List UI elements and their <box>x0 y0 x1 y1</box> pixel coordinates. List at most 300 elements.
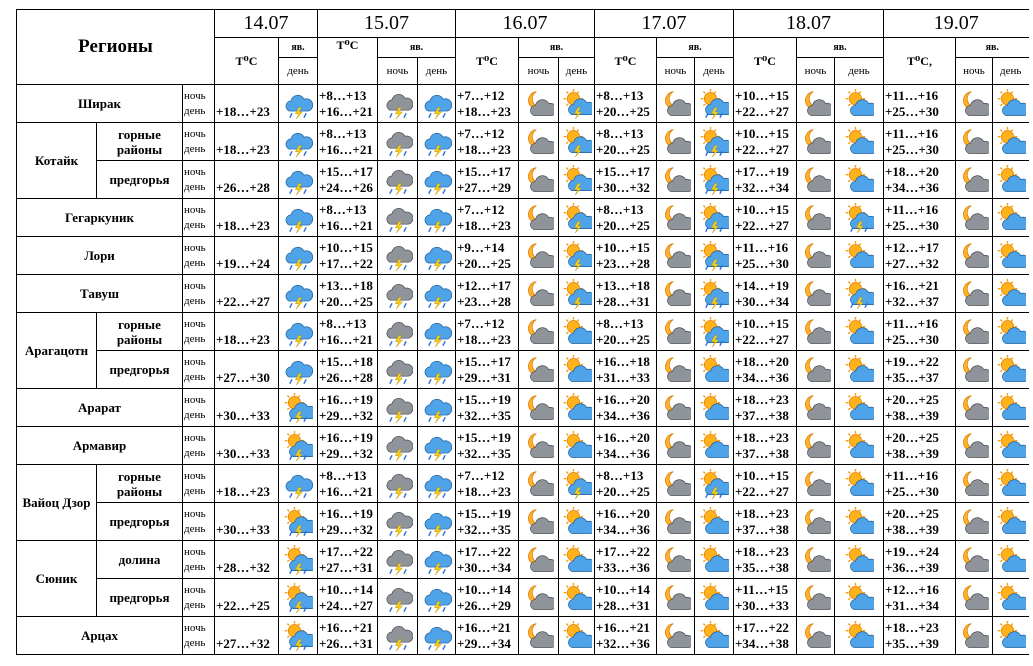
night-temperature: +14…+19 <box>735 277 789 293</box>
weather-icon-cell <box>835 503 884 541</box>
weather-icon-cell <box>559 617 595 655</box>
weather-icon-cell <box>418 351 456 389</box>
thunderstorm-night-icon <box>383 201 413 235</box>
night-temperature: +15…+19 <box>457 505 511 521</box>
weather-icon-cell <box>956 579 993 617</box>
moon-cloud-icon <box>801 429 831 463</box>
weather-icon-cell <box>378 427 418 465</box>
night-temperature: +8…+13 <box>319 201 367 217</box>
region-row <box>17 617 1029 655</box>
rain-cloud-icon <box>283 163 313 197</box>
moon-cloud-icon <box>661 277 691 311</box>
weather-icon-cell <box>956 503 993 541</box>
weather-icon-cell <box>279 313 318 351</box>
moon-cloud-icon <box>959 315 989 349</box>
night-label: ночь <box>184 545 206 558</box>
rain-cloud-icon <box>283 277 313 311</box>
weather-icon-cell <box>695 123 734 161</box>
weather-icon-cell <box>559 541 595 579</box>
weather-icon-cell <box>657 161 695 199</box>
day-label: день <box>184 408 206 421</box>
weather-icon-cell <box>657 85 695 123</box>
weather-icon-cell <box>378 503 418 541</box>
moon-cloud-icon <box>959 619 989 653</box>
weather-icon-cell <box>559 465 595 503</box>
partly-sunny-icon <box>996 239 1026 273</box>
day-temperature: +20…+25 <box>596 331 650 347</box>
partly-sunny-icon <box>844 581 874 615</box>
weather-icon-cell <box>519 503 559 541</box>
temperature-cell <box>595 237 657 275</box>
day-temperature: +37…+38 <box>735 407 789 423</box>
partly-sunny-rain-icon <box>699 201 729 235</box>
temperature-cell <box>456 237 519 275</box>
moon-cloud-icon <box>959 467 989 501</box>
partly-sunny-icon <box>996 315 1026 349</box>
day-night-label <box>183 389 215 427</box>
temperature-cell <box>884 123 956 161</box>
day-label: день <box>184 332 206 345</box>
region-row <box>17 579 1029 617</box>
rain-cloud-icon <box>283 467 313 501</box>
weather-icon-cell <box>993 579 1029 617</box>
night-temperature: +8…+13 <box>319 125 367 141</box>
weather-icon-cell <box>559 389 595 427</box>
weather-icon-cell <box>378 541 418 579</box>
temperature-cell <box>884 541 956 579</box>
temperature-cell <box>595 617 657 655</box>
night-temperature: +7…+12 <box>457 201 505 217</box>
partly-sunny-rain-icon <box>699 467 729 501</box>
weather-icon-cell <box>418 541 456 579</box>
thunderstorm-icon <box>422 163 452 197</box>
thunderstorm-icon <box>422 315 452 349</box>
day-temperature: +34…+38 <box>735 635 789 651</box>
weather-icon-cell <box>797 123 835 161</box>
night-temperature: +16…+20 <box>596 391 650 407</box>
temperature-cell <box>456 465 519 503</box>
weather-icon-cell <box>279 85 318 123</box>
temperature-cell <box>595 541 657 579</box>
weather-icon-cell <box>695 389 734 427</box>
night-temperature: +15…+17 <box>596 163 650 179</box>
weather-icon-cell <box>559 503 595 541</box>
weather-icon-cell <box>835 313 884 351</box>
night-temperature: +16…+19 <box>319 391 373 407</box>
weather-icon-cell <box>519 123 559 161</box>
temperature-cell <box>734 503 797 541</box>
weather-icon-cell <box>956 237 993 275</box>
weather-icon-cell <box>519 199 559 237</box>
day-temperature: +22…+25 <box>216 597 270 613</box>
temperature-cell <box>734 313 797 351</box>
night-temperature: +20…+25 <box>885 391 939 407</box>
day-label: день <box>184 598 206 611</box>
temperature-cell <box>318 313 378 351</box>
partly-sunny-icon <box>996 391 1026 425</box>
weather-icon-cell <box>519 351 559 389</box>
weather-icon-cell <box>695 199 734 237</box>
temperature-cell <box>318 123 378 161</box>
weather-icon-cell <box>418 389 456 427</box>
day-night-label <box>183 275 215 313</box>
moon-cloud-icon <box>959 239 989 273</box>
temperature-cell <box>884 465 956 503</box>
night-temperature: +16…+21 <box>596 619 650 635</box>
partly-sunny-icon <box>562 581 592 615</box>
weather-icon-cell <box>378 351 418 389</box>
weather-icon-cell <box>559 275 595 313</box>
weather-icon-cell <box>797 541 835 579</box>
region-name: Лори <box>17 237 183 275</box>
night-temperature: +16…+20 <box>596 429 650 445</box>
day-temperature: +34…+36 <box>596 407 650 423</box>
temp-header: T⁰C, <box>884 38 956 85</box>
night-temperature: +18…+23 <box>735 391 789 407</box>
weather-icon-cell <box>378 237 418 275</box>
day-label: день <box>184 560 206 573</box>
thunderstorm-night-icon <box>383 353 413 387</box>
day-temperature: +30…+32 <box>596 179 650 195</box>
moon-cloud-icon <box>661 543 691 577</box>
weather-icon-cell <box>835 161 884 199</box>
weather-icon-cell <box>559 427 595 465</box>
weather-icon-cell <box>956 313 993 351</box>
night-temperature: +10…+14 <box>596 581 650 597</box>
weather-icon-cell <box>835 465 884 503</box>
date-header: 18.07 <box>734 10 884 38</box>
temperature-cell <box>456 161 519 199</box>
day-temperature: +35…+37 <box>885 369 939 385</box>
night-label: ночь <box>184 317 206 330</box>
subregion-name: горные районы <box>97 123 183 161</box>
day-temperature: +25…+30 <box>885 103 939 119</box>
weather-icon-cell <box>559 85 595 123</box>
moon-cloud-icon <box>524 429 554 463</box>
night-header: ночь <box>956 58 993 85</box>
partly-sunny-rain-icon <box>283 543 313 577</box>
weather-icon-cell <box>956 85 993 123</box>
moon-cloud-icon <box>801 581 831 615</box>
weather-icon-cell <box>695 237 734 275</box>
thunderstorm-night-icon <box>383 543 413 577</box>
day-temperature: +27…+29 <box>457 179 511 195</box>
region-row <box>17 85 1029 123</box>
weather-icon-cell <box>657 275 695 313</box>
moon-cloud-icon <box>801 315 831 349</box>
day-temperature: +37…+38 <box>735 445 789 461</box>
thunderstorm-icon <box>422 277 452 311</box>
moon-cloud-icon <box>524 201 554 235</box>
night-label: ночь <box>184 203 206 216</box>
weather-icon-cell <box>956 351 993 389</box>
temperature-cell <box>318 503 378 541</box>
partly-sunny-icon <box>844 315 874 349</box>
moon-cloud-icon <box>661 163 691 197</box>
partly-sunny-icon <box>844 87 874 121</box>
temperature-cell <box>884 161 956 199</box>
moon-cloud-icon <box>524 87 554 121</box>
day-temperature: +16…+21 <box>319 141 373 157</box>
moon-cloud-icon <box>661 619 691 653</box>
weather-icon-cell <box>993 237 1029 275</box>
weather-icon-cell <box>993 389 1029 427</box>
night-temperature: +19…+22 <box>885 353 939 369</box>
weather-icon-cell <box>657 465 695 503</box>
night-temperature: +7…+12 <box>457 87 505 103</box>
night-temperature: +16…+21 <box>885 277 939 293</box>
region-name: Котайк <box>17 123 97 199</box>
day-temperature: +29…+32 <box>319 445 373 461</box>
weather-icon-cell <box>657 617 695 655</box>
partly-sunny-icon <box>844 505 874 539</box>
weather-icon-cell <box>835 389 884 427</box>
day-header: день <box>418 58 456 85</box>
day-temperature: +18…+23 <box>216 103 270 119</box>
partly-sunny-icon <box>996 163 1026 197</box>
moon-cloud-icon <box>959 277 989 311</box>
weather-icon-cell <box>835 275 884 313</box>
thunderstorm-night-icon <box>383 277 413 311</box>
moon-cloud-icon <box>801 505 831 539</box>
day-temperature: +28…+32 <box>216 559 270 575</box>
moon-cloud-icon <box>801 353 831 387</box>
day-temperature: +27…+32 <box>885 255 939 271</box>
date-header: 19.07 <box>884 10 1029 38</box>
day-temperature: +18…+23 <box>457 103 511 119</box>
partly-sunny-rain-icon <box>283 619 313 653</box>
thunderstorm-icon <box>422 543 452 577</box>
weather-icon-cell <box>378 161 418 199</box>
spacer-temperature <box>216 202 278 218</box>
weather-icon-cell <box>418 617 456 655</box>
day-temperature: +22…+27 <box>735 331 789 347</box>
day-temperature: +22…+27 <box>735 217 789 233</box>
spacer-temperature <box>216 506 278 522</box>
weather-icon-cell <box>418 161 456 199</box>
day-label: день <box>184 104 206 117</box>
temperature-cell <box>215 503 279 541</box>
partly-sunny-icon <box>996 201 1026 235</box>
weather-icon-cell <box>657 351 695 389</box>
temperature-cell <box>734 237 797 275</box>
temp-header: T⁰C <box>734 38 797 85</box>
day-temperature: +25…+30 <box>735 255 789 271</box>
day-temperature: +16…+21 <box>319 331 373 347</box>
night-temperature: +15…+17 <box>457 163 511 179</box>
region-name: Тавуш <box>17 275 183 313</box>
thunderstorm-icon <box>422 619 452 653</box>
day-temperature: +22…+27 <box>735 103 789 119</box>
thunderstorm-night-icon <box>383 391 413 425</box>
moon-cloud-icon <box>661 581 691 615</box>
moon-cloud-icon <box>661 353 691 387</box>
phenomenon-header: яв. <box>956 38 1029 58</box>
weather-icon-cell <box>279 199 318 237</box>
day-temperature: +34…+36 <box>735 369 789 385</box>
rain-cloud-icon <box>283 315 313 349</box>
night-temperature: +17…+22 <box>319 543 373 559</box>
thunder-sun-icon <box>562 277 592 311</box>
night-temperature: +15…+17 <box>457 353 511 369</box>
day-header: день <box>993 58 1029 85</box>
spacer-temperature <box>216 430 278 446</box>
weather-icon-cell <box>956 617 993 655</box>
weather-icon-cell <box>657 123 695 161</box>
weather-icon-cell <box>993 541 1029 579</box>
temperature-cell <box>456 503 519 541</box>
day-temperature: +30…+33 <box>735 597 789 613</box>
temperature-cell <box>456 427 519 465</box>
weather-icon-cell <box>993 351 1029 389</box>
thunder-sun-icon <box>562 163 592 197</box>
weather-icon-cell <box>657 313 695 351</box>
weather-icon-cell <box>519 313 559 351</box>
weather-icon-cell <box>835 427 884 465</box>
weather-icon-cell <box>519 617 559 655</box>
weather-icon-cell <box>797 503 835 541</box>
day-temperature: +18…+23 <box>457 141 511 157</box>
temperature-cell <box>456 199 519 237</box>
region-row <box>17 123 1029 161</box>
weather-icon-cell <box>993 199 1029 237</box>
temperature-cell <box>318 617 378 655</box>
night-temperature: +10…+15 <box>735 467 789 483</box>
night-label: ночь <box>184 583 206 596</box>
night-temperature: +11…+16 <box>885 467 939 483</box>
region-name: Арцах <box>17 617 183 655</box>
weather-icon-cell <box>797 275 835 313</box>
weather-icon-cell <box>378 465 418 503</box>
moon-cloud-icon <box>959 125 989 159</box>
moon-cloud-icon <box>524 315 554 349</box>
thunderstorm-icon <box>422 391 452 425</box>
weather-icon-cell <box>657 427 695 465</box>
partly-sunny-rain-icon <box>699 315 729 349</box>
moon-cloud-icon <box>524 619 554 653</box>
subregion-name: предгорья <box>97 161 183 199</box>
weather-icon-cell <box>695 617 734 655</box>
day-temperature: +20…+25 <box>596 141 650 157</box>
day-temperature: +22…+27 <box>735 483 789 499</box>
day-night-label <box>183 199 215 237</box>
night-temperature: +10…+14 <box>319 581 373 597</box>
day-temperature: +30…+33 <box>216 445 270 461</box>
weather-icon-cell <box>797 427 835 465</box>
weather-icon-cell <box>695 503 734 541</box>
night-temperature: +8…+13 <box>596 467 644 483</box>
day-night-label <box>183 617 215 655</box>
night-header: ночь <box>657 58 695 85</box>
weather-icon-cell <box>993 313 1029 351</box>
day-temperature: +29…+32 <box>319 521 373 537</box>
moon-cloud-icon <box>959 543 989 577</box>
temperature-cell <box>215 237 279 275</box>
thunderstorm-icon <box>422 467 452 501</box>
subregion-name: горные районы <box>97 313 183 351</box>
partly-sunny-icon <box>996 125 1026 159</box>
temperature-cell <box>595 313 657 351</box>
day-temperature: +24…+26 <box>319 179 373 195</box>
region-row <box>17 503 1029 541</box>
moon-cloud-icon <box>801 87 831 121</box>
weather-icon-cell <box>378 579 418 617</box>
day-temperature: +27…+31 <box>319 559 373 575</box>
temperature-cell <box>595 427 657 465</box>
temperature-cell <box>734 389 797 427</box>
moon-cloud-icon <box>801 619 831 653</box>
day-label: день <box>184 636 206 649</box>
night-temperature: +18…+23 <box>735 543 789 559</box>
day-temperature: +26…+29 <box>457 597 511 613</box>
temperature-cell <box>884 579 956 617</box>
temperature-cell <box>215 541 279 579</box>
region-row <box>17 275 1029 313</box>
temp-header: T⁰C <box>318 38 378 85</box>
weather-icon-cell <box>797 199 835 237</box>
moon-cloud-icon <box>661 429 691 463</box>
night-temperature: +18…+23 <box>735 505 789 521</box>
day-temperature: +20…+25 <box>596 103 650 119</box>
temperature-cell <box>595 161 657 199</box>
day-temperature: +20…+25 <box>319 293 373 309</box>
weather-icon-cell <box>378 123 418 161</box>
day-temperature: +28…+31 <box>596 597 650 613</box>
moon-cloud-icon <box>524 543 554 577</box>
weather-icon-cell <box>657 237 695 275</box>
weather-icon-cell <box>956 123 993 161</box>
weather-icon-cell <box>279 351 318 389</box>
day-night-label <box>183 541 215 579</box>
moon-cloud-icon <box>524 353 554 387</box>
day-temperature: +16…+21 <box>319 217 373 233</box>
phenomenon-header: яв. <box>279 38 318 58</box>
partly-sunny-icon <box>699 505 729 539</box>
night-temperature: +9…+14 <box>457 239 505 255</box>
subregion-name: долина <box>97 541 183 579</box>
day-temperature: +27…+30 <box>216 369 270 385</box>
day-temperature: +28…+31 <box>596 293 650 309</box>
temperature-cell <box>318 199 378 237</box>
thunderstorm-icon <box>422 581 452 615</box>
phenomenon-header: яв. <box>519 38 595 58</box>
weather-icon-cell <box>519 85 559 123</box>
moon-cloud-icon <box>801 163 831 197</box>
thunderstorm-icon <box>422 125 452 159</box>
moon-cloud-icon <box>959 201 989 235</box>
day-temperature: +17…+22 <box>319 255 373 271</box>
partly-sunny-rain-icon <box>283 391 313 425</box>
night-header: ночь <box>519 58 559 85</box>
thunderstorm-icon <box>422 429 452 463</box>
partly-sunny-icon <box>699 543 729 577</box>
moon-cloud-icon <box>801 201 831 235</box>
weather-icon-cell <box>835 579 884 617</box>
day-temperature: +22…+27 <box>735 141 789 157</box>
day-temperature: +18…+23 <box>216 217 270 233</box>
rain-cloud-icon <box>283 87 313 121</box>
temperature-cell <box>215 161 279 199</box>
night-label: ночь <box>184 355 206 368</box>
thunderstorm-night-icon <box>383 239 413 273</box>
partly-sunny-icon <box>996 581 1026 615</box>
moon-cloud-icon <box>959 391 989 425</box>
partly-sunny-icon <box>562 353 592 387</box>
temperature-cell <box>215 85 279 123</box>
temperature-cell <box>595 389 657 427</box>
temperature-cell <box>734 199 797 237</box>
spacer-temperature <box>216 126 278 142</box>
